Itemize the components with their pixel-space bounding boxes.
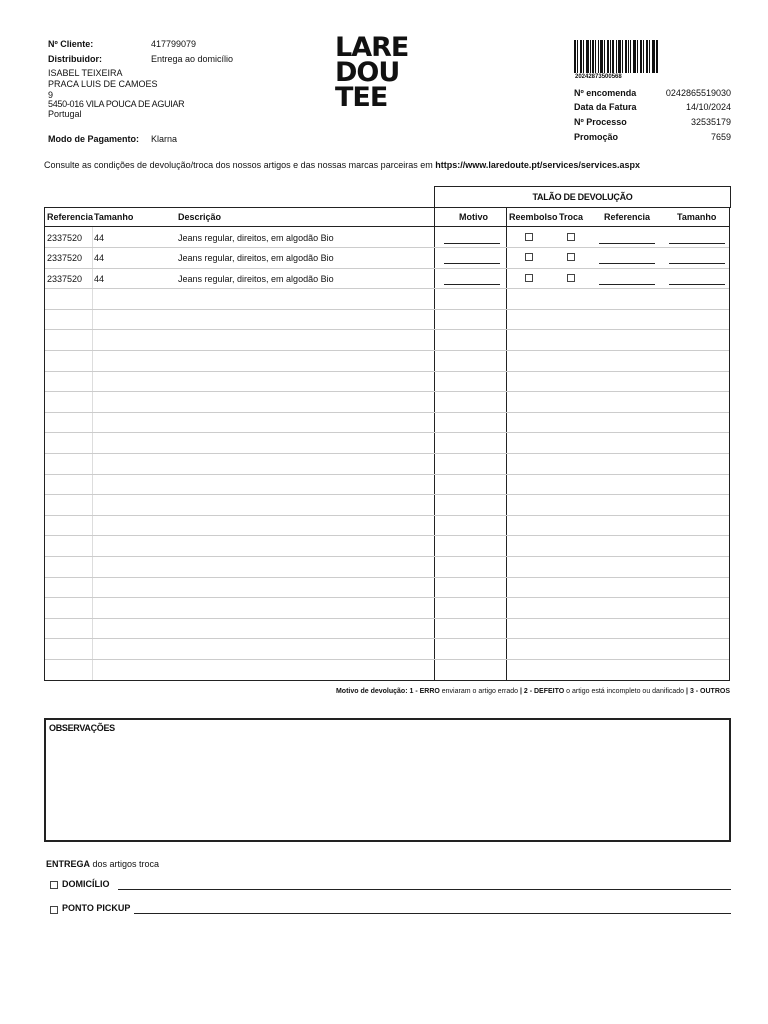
home-delivery-line[interactable] [118, 889, 731, 890]
row-grid-line [45, 371, 729, 372]
items-table [44, 207, 730, 681]
reason-divider [506, 208, 507, 680]
row-grid-line [45, 474, 729, 475]
returns-notice-link[interactable]: https://www.laredoute.pt/services/services.aspx [435, 160, 640, 170]
customer-street: PRACA LUIS DE CAMOES [48, 79, 158, 89]
row-size: 44 [94, 274, 105, 284]
logo-line-1: LARE [335, 32, 409, 63]
row-desc: Jeans regular, direitos, em algodão Bio [178, 233, 334, 243]
row-grid-line [45, 659, 729, 660]
observations-title: OBSERVAÇÕES [49, 723, 115, 733]
reason-1-text: enviaram o artigo errado [439, 688, 520, 695]
row-grid-line [45, 453, 729, 454]
home-delivery-label: DOMICÍLIO [62, 879, 110, 889]
row-grid-line [45, 432, 729, 433]
invoice-date-label: Data da Fatura [574, 102, 637, 112]
reason-3-code: 3 - OUTROS [689, 688, 730, 695]
payment-label: Modo de Pagamento: [48, 134, 140, 144]
customer-name: ISABEL TEIXEIRA [48, 68, 123, 78]
client-number: 417799079 [151, 39, 197, 49]
col-header-desc: Descrição [178, 212, 222, 222]
exchange-checkbox[interactable] [567, 233, 575, 241]
customer-door-number: 9 [48, 90, 54, 100]
row-grid-line [45, 391, 729, 392]
row-grid-line [45, 515, 729, 516]
col-header-reason: Motivo [459, 212, 488, 222]
delivery-heading-rest: dos artigos troca [90, 859, 160, 869]
row-grid-line [45, 577, 729, 578]
reason-2-code: 2 - DEFEITO [523, 688, 565, 695]
logo-line-3: TEE [335, 82, 388, 113]
observations-box[interactable] [44, 718, 731, 842]
refund-checkbox[interactable] [525, 274, 533, 282]
return-size-input[interactable] [669, 243, 725, 244]
delivery-heading-bold: ENTREGA [46, 859, 91, 869]
promo-code: 7659 [710, 132, 731, 142]
client-number-label: Nº Cliente: [48, 39, 94, 49]
process-row [574, 117, 731, 127]
row-grid-line [45, 556, 729, 557]
exchange-checkbox[interactable] [567, 253, 575, 261]
exchange-checkbox[interactable] [567, 274, 575, 282]
reason-separator: | [686, 688, 690, 695]
distributor-label: Distribuidor: [48, 54, 102, 64]
order-number: 0242865519030 [665, 88, 731, 98]
row-grid-line [45, 535, 729, 536]
row-ref: 2337520 [47, 253, 83, 263]
home-delivery-checkbox[interactable] [50, 881, 58, 889]
return-slip-title: TALÃO DE DEVOLUÇÃO [532, 192, 633, 202]
row-ref: 2337520 [47, 274, 83, 284]
customer-postal: 5450-016 VILA POUCA DE AGUIAR [48, 99, 185, 109]
row-size: 44 [94, 253, 105, 263]
col-header-return-ref: Referencia [604, 212, 651, 222]
col-header-return-size: Tamanho [677, 212, 717, 222]
promo-row [574, 132, 731, 142]
logo-line-2: DOU [335, 57, 400, 88]
return-size-input[interactable] [669, 263, 725, 264]
col-header-size: Tamanho [94, 212, 134, 222]
invoice-date: 14/10/2024 [685, 102, 731, 112]
reasons-lead: Motivo de devolução: [335, 688, 410, 695]
row-desc: Jeans regular, direitos, em algodão Bio [178, 253, 334, 263]
order-number-row [574, 88, 731, 98]
row-grid-line [45, 638, 729, 639]
process-number: 32535179 [690, 117, 731, 127]
header-divider [45, 226, 729, 227]
customer-country: Portugal [48, 109, 82, 119]
row-grid-line [45, 494, 729, 495]
pickup-point-line[interactable] [134, 913, 731, 914]
reason-input[interactable] [444, 243, 500, 244]
return-ref-input[interactable] [599, 263, 655, 264]
return-size-input[interactable] [669, 284, 725, 285]
delivery-heading [46, 859, 159, 869]
row-grid-line [45, 329, 729, 330]
row-grid-line [45, 247, 729, 248]
reason-2-text: o artigo está incompleto ou danificado [564, 688, 687, 695]
payment-value: Klarna [151, 134, 178, 144]
row-ref: 2337520 [47, 233, 83, 243]
invoice-date-row [574, 102, 731, 112]
section-divider [434, 208, 435, 680]
col-header-exchange: Troca [559, 212, 584, 222]
return-slip-header [434, 186, 731, 208]
order-number-label: Nº encomenda [574, 88, 637, 98]
return-ref-input[interactable] [599, 284, 655, 285]
promo-label: Promoção [574, 132, 619, 142]
return-ref-input[interactable] [599, 243, 655, 244]
row-grid-line [45, 412, 729, 413]
row-grid-line [45, 597, 729, 598]
refund-checkbox[interactable] [525, 233, 533, 241]
col-header-ref: Referencia [47, 212, 94, 222]
pickup-point-checkbox[interactable] [50, 906, 58, 914]
process-label: Nº Processo [574, 117, 627, 127]
row-grid-line [45, 268, 729, 269]
row-grid-line [45, 309, 729, 310]
col-header-refund: Reembolso [509, 212, 558, 222]
row-desc: Jeans regular, direitos, em algodão Bio [178, 274, 334, 284]
reason-1-code: 1 - ERRO [409, 688, 440, 695]
barcode-graphic [574, 40, 658, 73]
refund-checkbox[interactable] [525, 253, 533, 261]
row-size: 44 [94, 233, 105, 243]
reason-input[interactable] [444, 263, 500, 264]
barcode-number: 20242873500568 [575, 74, 622, 80]
return-reasons-legend [336, 688, 730, 695]
pickup-point-label: PONTO PICKUP [62, 903, 131, 913]
returns-notice [44, 160, 640, 170]
row-grid-line [45, 288, 729, 289]
reason-separator: | [519, 688, 524, 695]
row-grid-line [45, 350, 729, 351]
returns-notice-text: Consulte as condições de devolução/troca dos nossos artigos e das nossas marcas parceiras em [44, 160, 436, 170]
row-grid-line [45, 618, 729, 619]
reason-input[interactable] [444, 284, 500, 285]
distributor-value: Entrega ao domicílio [151, 54, 234, 64]
